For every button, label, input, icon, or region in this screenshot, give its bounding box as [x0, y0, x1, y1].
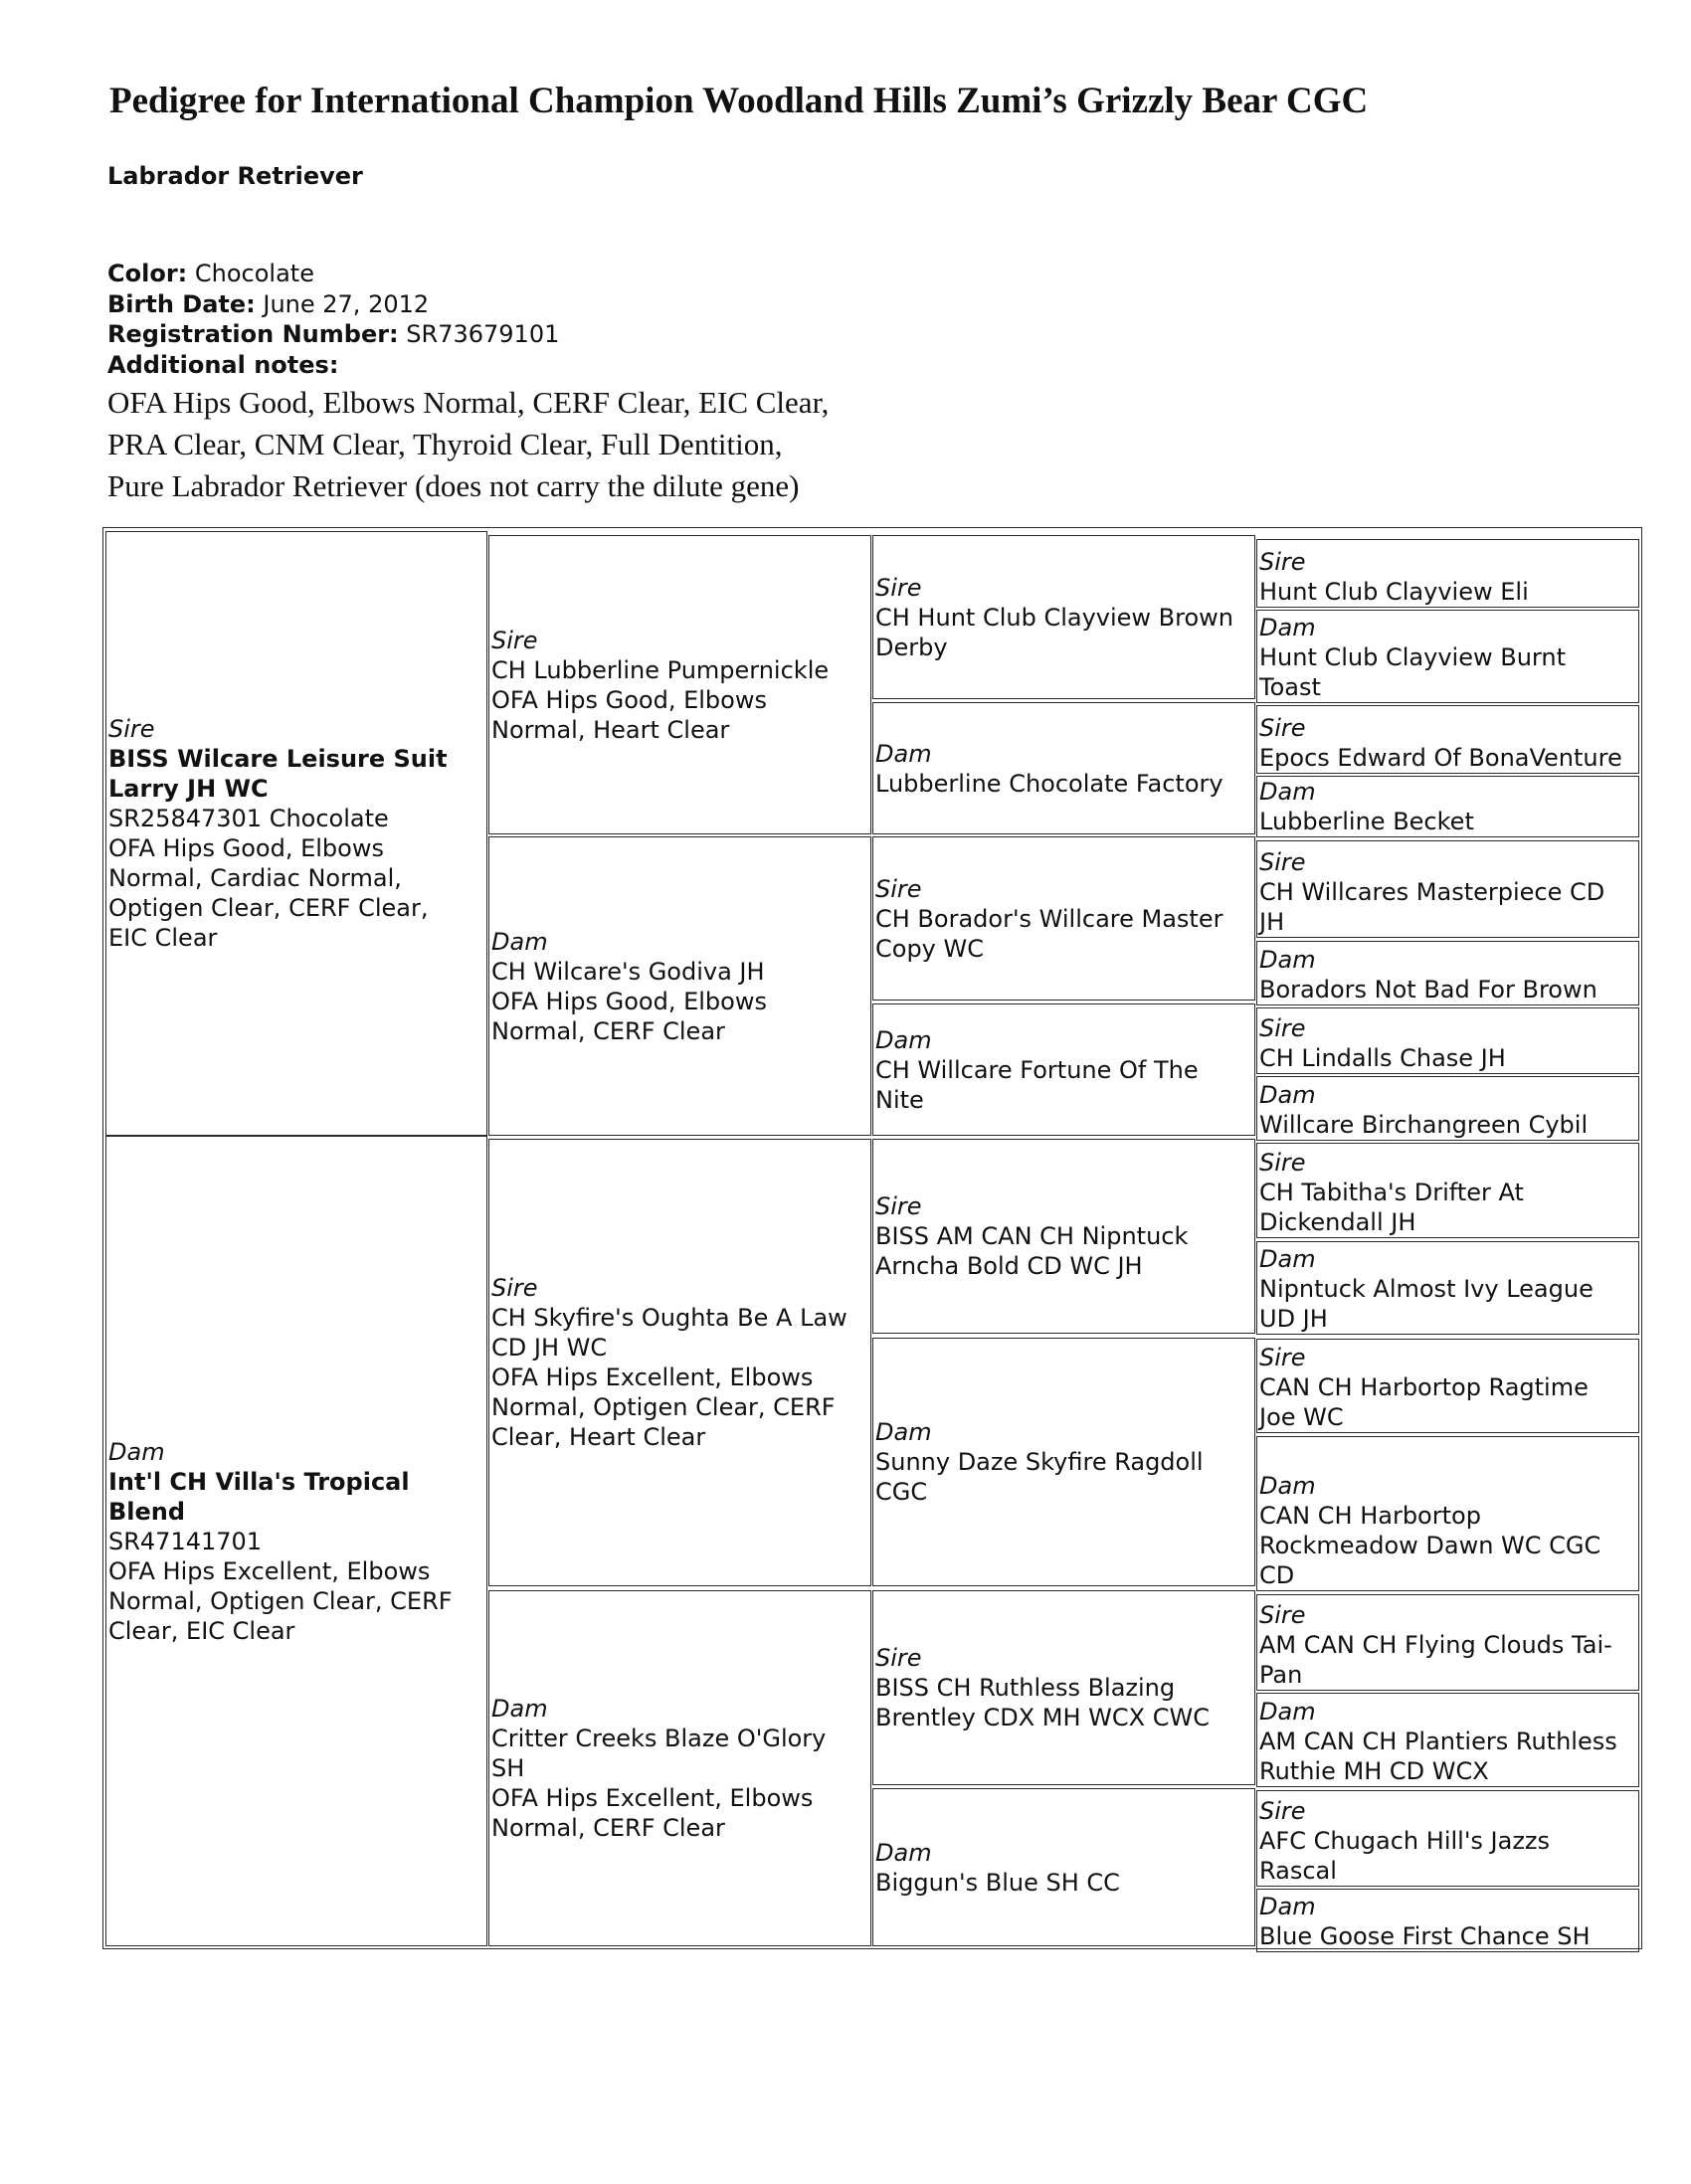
pedigree-cell-gen1-2 — [105, 1136, 487, 1946]
color-row — [107, 259, 559, 289]
dog-name: Lubberline Becket — [1259, 808, 1474, 835]
parent-role: Sire — [1259, 548, 1306, 576]
dog-name: CH Skyfire's Oughta Be A Law — [491, 1304, 847, 1332]
breed-name: Labrador Retriever — [107, 162, 363, 190]
notes-row — [107, 350, 559, 381]
dog-detail-line: Arncha Bold CD WC JH — [875, 1252, 1143, 1280]
dog-detail-line: Normal, Cardiac Normal, — [108, 864, 402, 892]
dog-detail-line: OFA Hips Excellent, Elbows — [491, 1784, 814, 1812]
parent-role: Sire — [1259, 848, 1306, 876]
dog-name: Nipntuck Almost Ivy League — [1259, 1275, 1594, 1303]
birth-date-value: June 27, 2012 — [263, 289, 430, 318]
pedigree-cell-gen4-9 — [1256, 1143, 1639, 1238]
color-label: Color: — [107, 260, 188, 287]
dog-detail-line: Clear, Heart Clear — [491, 1423, 706, 1451]
dog-name: CH Lindalls Chase JH — [1259, 1044, 1506, 1072]
parent-role: Sire — [1259, 714, 1306, 742]
dog-detail-line: Normal, Heart Clear — [491, 715, 730, 744]
parent-role: Sire — [1259, 1797, 1306, 1825]
birth-date-label: Birth Date: — [107, 289, 256, 318]
birth-date-row — [107, 289, 559, 320]
dog-name: Lubberline Chocolate Factory — [875, 769, 1223, 798]
dog-detail-line: OFA Hips Excellent, Elbows — [491, 1364, 814, 1391]
parent-role: Dam — [1259, 1472, 1316, 1500]
additional-notes — [107, 382, 1003, 507]
parent-role: Sire — [108, 715, 155, 743]
dog-name: CAN CH Harbortop Ragtime — [1259, 1373, 1589, 1401]
parent-role: Sire — [1259, 1149, 1306, 1177]
page-title: Pedigree for International Champion Woodland Hills Zumi’s Grizzly Bear CGC — [109, 81, 1369, 121]
pedigree-cell-gen3-3 — [872, 836, 1255, 1001]
dog-detail-line: SH — [491, 1754, 525, 1782]
pedigree-cell-gen4-3 — [1256, 705, 1639, 774]
pedigree-cell-gen3-5 — [872, 1139, 1255, 1334]
dog-detail-line: OFA Hips Excellent, Elbows — [108, 1556, 431, 1585]
dog-info — [107, 259, 559, 380]
dog-detail-line: Dickendall JH — [1259, 1208, 1416, 1236]
dog-detail-line: OFA Hips Good, Elbows — [108, 834, 384, 862]
notes-line: Pure Labrador Retriever (does not carry the dilute gene) — [107, 468, 800, 503]
dog-detail-line: CD — [1259, 1561, 1295, 1589]
dog-detail-line: Ruthie MH CD WCX — [1259, 1757, 1489, 1785]
parent-role: Dam — [875, 1838, 932, 1867]
pedigree-cell-gen4-15 — [1256, 1790, 1639, 1887]
parent-role: Dam — [1259, 946, 1316, 974]
dog-name: Sunny Daze Skyfire Ragdoll — [875, 1448, 1204, 1476]
parent-role: Sire — [875, 874, 922, 903]
parent-role: Dam — [491, 1695, 548, 1723]
parent-role: Dam — [1259, 1081, 1316, 1109]
dog-name: Hunt Club Clayview Eli — [1259, 578, 1529, 606]
dog-detail-line: Blend — [108, 1497, 186, 1526]
dog-name: AM CAN CH Flying Clouds Tai- — [1259, 1631, 1612, 1659]
parent-role: Sire — [1259, 1014, 1306, 1042]
parent-role: Dam — [875, 1418, 932, 1446]
dog-detail-line: Clear, EIC Clear — [108, 1616, 295, 1645]
pedigree-cell-gen2-2 — [488, 836, 871, 1136]
dog-detail-line: Optigen Clear, CERF Clear, — [108, 894, 429, 922]
pedigree-cell-gen4-6 — [1256, 941, 1639, 1005]
parent-role: Dam — [1259, 614, 1316, 641]
pedigree-cell-gen4-16 — [1256, 1889, 1639, 1952]
dog-detail-line: OFA Hips Good, Elbows — [491, 685, 767, 714]
parent-role: Dam — [108, 1437, 165, 1466]
color-value: Chocolate — [194, 260, 314, 287]
pedigree-cell-gen4-5 — [1256, 840, 1639, 938]
dog-detail-line: CGC — [875, 1478, 928, 1506]
dog-name: CH Borador's Willcare Master — [875, 904, 1223, 933]
dog-detail-line: Normal, Optigen Clear, CERF — [491, 1393, 836, 1421]
dog-name: CH Wilcare's Godiva JH — [491, 957, 765, 986]
dog-detail-line: UD JH — [1259, 1305, 1328, 1333]
pedigree-cell-gen2-3 — [488, 1139, 871, 1586]
dog-detail-line: Nite — [875, 1085, 924, 1114]
dog-detail-line: EIC Clear — [108, 924, 218, 952]
dog-detail-line: Joe WC — [1259, 1403, 1344, 1431]
pedigree-cell-gen2-1 — [488, 535, 871, 834]
pedigree-cell-gen3-8 — [872, 1788, 1255, 1946]
pedigree-cell-gen4-11 — [1256, 1339, 1639, 1433]
dog-name: AFC Chugach Hill's Jazzs — [1259, 1827, 1551, 1855]
dog-name: Boradors Not Bad For Brown — [1259, 976, 1597, 1003]
parent-role: Dam — [1259, 1698, 1316, 1726]
pedigree-cell-gen3-7 — [872, 1590, 1255, 1785]
parent-role: Sire — [875, 1192, 922, 1220]
dog-detail-line: Larry JH WC — [108, 775, 269, 803]
dog-name: CH Lubberline Pumpernickle — [491, 655, 830, 684]
pedigree-cell-gen2-4 — [488, 1590, 871, 1946]
dog-detail-line: Normal, Optigen Clear, CERF — [108, 1586, 453, 1615]
pedigree-cell-gen4-8 — [1256, 1076, 1639, 1141]
dog-detail-line: Derby — [875, 633, 948, 661]
pedigree-cell-gen3-1 — [872, 535, 1255, 699]
dog-name: Critter Creeks Blaze O'Glory — [491, 1725, 827, 1752]
parent-role: Sire — [875, 1644, 922, 1672]
dog-name: CH Hunt Club Clayview Brown — [875, 603, 1233, 632]
pedigree-cell-gen4-2 — [1256, 610, 1639, 703]
dog-name: CAN CH Harbortop — [1259, 1502, 1481, 1530]
dog-name: Hunt Club Clayview Burnt — [1259, 643, 1566, 671]
dog-detail-line: Copy WC — [875, 934, 984, 963]
parent-role: Sire — [1259, 1601, 1306, 1629]
dog-name: Int'l CH Villa's Tropical — [108, 1467, 410, 1496]
pedigree-cell-gen3-6 — [872, 1338, 1255, 1586]
dog-detail-line: Normal, CERF Clear — [491, 1016, 725, 1045]
pedigree-cell-gen4-14 — [1256, 1693, 1639, 1787]
parent-role: Dam — [875, 739, 932, 768]
pedigree-cell-gen4-10 — [1256, 1241, 1639, 1335]
pedigree-cell-gen4-1 — [1256, 539, 1639, 608]
dog-detail-line: SR25847301 Chocolate — [108, 805, 389, 832]
dog-detail-line: Toast — [1259, 673, 1321, 701]
dog-detail-line: SR47141701 — [108, 1527, 263, 1555]
parent-role: Sire — [875, 573, 922, 602]
pedigree-cell-gen1-1 — [105, 531, 487, 1136]
dog-detail-line: OFA Hips Good, Elbows — [491, 987, 767, 1015]
pedigree-cell-gen3-4 — [872, 1003, 1255, 1136]
pedigree-cell-gen4-7 — [1256, 1007, 1639, 1074]
registration-row — [107, 319, 559, 350]
parent-role: Dam — [1259, 1893, 1316, 1920]
pedigree-cell-gen4-4 — [1256, 776, 1639, 837]
notes-label: Additional notes: — [107, 350, 339, 379]
notes-line: OFA Hips Good, Elbows Normal, CERF Clear, EIC Clear, — [107, 385, 830, 420]
notes-line: PRA Clear, CNM Clear, Thyroid Clear, Full Dentition, — [107, 427, 783, 461]
dog-name: BISS Wilcare Leisure Suit — [108, 745, 448, 773]
dog-detail-line: CD JH WC — [491, 1334, 608, 1362]
dog-detail-line: Normal, CERF Clear — [491, 1814, 725, 1842]
dog-name: Blue Goose First Chance SH — [1259, 1922, 1591, 1950]
registration-label: Registration Number: — [107, 320, 399, 348]
parent-role: Dam — [491, 927, 548, 956]
dog-name: AM CAN CH Plantiers Ruthless — [1259, 1728, 1617, 1755]
dog-name: CH Willcare Fortune Of The — [875, 1055, 1199, 1084]
parent-role: Sire — [491, 626, 538, 654]
dog-name: BISS CH Ruthless Blazing — [875, 1674, 1176, 1702]
parent-role: Sire — [1259, 1344, 1306, 1371]
dog-name: Willcare Birchangreen Cybil — [1259, 1111, 1589, 1139]
dog-name: Epocs Edward Of BonaVenture — [1259, 744, 1622, 772]
parent-role: Dam — [1259, 778, 1316, 806]
dog-name: Biggun's Blue SH CC — [875, 1868, 1120, 1897]
dog-name: CH Tabitha's Drifter At — [1259, 1179, 1524, 1206]
dog-name: BISS AM CAN CH Nipntuck — [875, 1222, 1189, 1250]
dog-name: CH Willcares Masterpiece CD — [1259, 878, 1605, 906]
dog-detail-line: JH — [1259, 908, 1285, 936]
pedigree-cell-gen3-2 — [872, 702, 1255, 834]
parent-role: Dam — [1259, 1245, 1316, 1273]
dog-detail-line: Pan — [1259, 1661, 1303, 1689]
pedigree-cell-gen4-13 — [1256, 1594, 1639, 1691]
dog-detail-line: Brentley CDX MH WCX CWC — [875, 1704, 1210, 1731]
parent-role: Dam — [875, 1025, 932, 1054]
dog-detail-line: Rockmeadow Dawn WC CGC — [1259, 1532, 1601, 1559]
pedigree-cell-gen4-12 — [1256, 1436, 1639, 1591]
dog-detail-line: Rascal — [1259, 1857, 1337, 1885]
registration-value: SR73679101 — [406, 320, 560, 348]
parent-role: Sire — [491, 1274, 538, 1302]
